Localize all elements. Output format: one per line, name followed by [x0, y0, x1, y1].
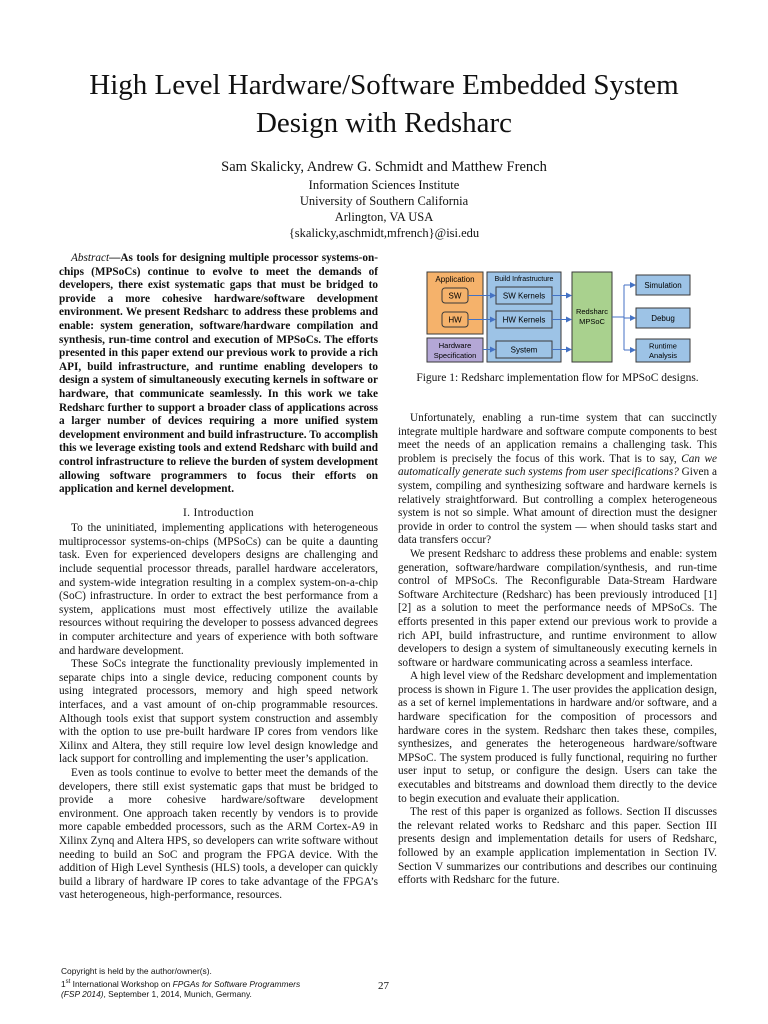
hardware-spec-line-2: Specification [433, 351, 477, 360]
p4-text-pre: Unfortunately, enabling a run-time system that can succinctly integrate multiple hardware and software compute components to best meet the needs of an application remains a challenging task. This problem is precisely the focus of this work. That is to say, [398, 412, 717, 465]
section-heading-introduction: I. Introduction [183, 506, 254, 519]
venue-abbrev: (FSP 2014) [61, 988, 104, 999]
workshop-mid: International Workshop on [70, 978, 173, 989]
intro-paragraph-1: To the uninitiated, implementing applications with heterogeneous multiprocessor systems-on-chips (MPSoCs) can be quite a daunting task. Even for experienced developers designs are challenging and include sequential processor threads, parallel hardware accelerators, and system-wide integration resulting in a complex system-on-a-chip (SoC) infrastructure. In order to extract the best performance from a system, applications must most effectively utilize the available resources without requiring the developer to possess advanced degrees in computer architecture and years of experience with both software and hardware development. [59, 522, 378, 657]
page-number: 27 [378, 980, 389, 992]
figure-1-caption: Figure 1: Redsharc implementation flow for MPSoC designs. [416, 372, 699, 384]
mpsoc-line-2: MPSoC [579, 317, 605, 326]
system-label: System [510, 345, 538, 355]
runtime-line-1: Runtime [649, 341, 677, 351]
build-infrastructure-label: Build Infrastructure [494, 276, 554, 283]
simulation-label: Simulation [644, 281, 682, 290]
copyright-footer [61, 966, 361, 999]
application-label: Application [435, 275, 475, 284]
affiliation-block [40, 177, 728, 241]
workshop-name: FPGAs for Software Programmers [172, 978, 301, 989]
intro-paragraph-4 [398, 412, 717, 548]
runtime-line-2: Analysis [649, 351, 677, 360]
redsharc-flow-diagram [398, 268, 717, 370]
left-column [59, 252, 378, 903]
affiliation-location: Arlington, VA USA [334, 210, 434, 224]
affiliation-university: University of Southern California [299, 194, 469, 208]
abstract [59, 252, 378, 497]
author-list: Sam Skalicky, Andrew G. Schmidt and Matthew French [221, 159, 547, 175]
title-line-2: Design with Redsharc [255, 107, 513, 139]
debug-label: Debug [651, 314, 675, 323]
intro-paragraph-7: The rest of this paper is organized as follows. Section II discusses the relevant related works to Redsharc and this paper. Section III presents design and implementation details for users of Redsharc, followed by an example application implementation in Section IV. Section V summarizes our contributions and describes our continuing efforts with Redsharc for the future. [398, 806, 717, 887]
workshop-ordinal: st [65, 978, 71, 985]
venue-details: , September 1, 2014, Munich, Germany. [103, 988, 252, 999]
affiliation-email: {skalicky,aschmidt,mfrench}@isi.edu [288, 226, 480, 240]
abstract-label: Abstract [71, 252, 110, 264]
workshop-number: 1 [61, 978, 66, 989]
hardware-spec-line-1: Hardware [438, 341, 472, 350]
figure-1-diagram [398, 268, 717, 370]
hw-kernels-label: HW Kernels [502, 315, 546, 325]
abstract-text: —As tools for designing multiple processor systems-on-chips (MPSoCs) continue to evolve to meet the demands of developers, there exist systematic gaps that must be bridged to provide a more cohesive hardware/software development environment. We present Redsharc to address these problems and enable: system generation, software/hardware compilation and synthesis, run-time control and execution of MPSoCs. The efforts presented in this paper extend our previous work to provide a rich API, build infrastructure, and runtime enabling developers to design a system of simultaneously executing kernels in software or hardware, that communicate seamlessly. In this work we take Redsharc further to support a broader class of applications across a larger number of devices requiring a more unified system development environment and build infrastructure. To accomplish this we leverage existing tools and extend Redsharc with build and control infrastructure to relieve the burden of system development allowing software programmers to focus their efforts on application and kernel development. [59, 252, 378, 496]
intro-paragraph-5: We present Redsharc to address these problems and enable: system generation, software/hardware compilation/synthesis, and run-time control of MPSoCs. The Reconfigurable Data-Stream Hardware Software Architecture (Redsharc) has been previously introduced [1][2] as a solution to meet the performance needs of MPSoCs. The efforts presented in this paper extend our previous work to provide a rich API, build infrastructure, and runtime environment to allow developers to design a system of simultaneously executing kernels in software or hardware communicating across a seamless interface. [398, 547, 717, 669]
mpsoc-line-1: Redsharc [575, 307, 609, 316]
intro-paragraph-6: A high level view of the Redsharc development and implementation process is shown in Figure 1. The user provides the application design, as a set of kernel implementations in hardware and/or software, and a hardware specification for the composition of processors and hardware cores in the system. Redsharc then takes these, compiles, synthesizes, and generates the heterogeneous hardware/software MPSoC. The system produced is fully functional, requiring no further user input to setup, or configure the design. Users can take the executables and bitstreams and download them directly to the device to begin execution and evaluate their application. [398, 670, 717, 805]
workshop-line [61, 977, 361, 989]
sw-kernels-label: SW Kernels [502, 291, 546, 301]
intro-paragraph-3: Even as tools continue to evolve to better meet the demands of the developers, there still exist systematic gaps that must be bridged to provide a more cohesive hardware/software development environment. One approach taken recently by vendors is to provide more capable embedded processors, such as the ARM Cortex-A9 in Xilinx Zynq and Altera HPS, so developers can write software without needing to build an SoC and program the FPGA device. With the addition of High Level Synthesis (HLS) tools, a developer can quickly build a library of hardware IP cores to take advantage of the FPGA’s vast heterogeneous, high-performance, resources. [59, 766, 378, 902]
affiliation-institute: Information Sciences Institute [308, 178, 460, 192]
paper-title [40, 66, 728, 142]
p4-question: Can we automatically generate such systems from user specifications? [398, 452, 717, 479]
p4-text-post: Given a system, compiling and synthesizing software and hardware kernels is relatively straightforward. But controlling a complex heterogeneous system is not so simple. What amount of direction must the designer provide in order to control the system — when should tasks start and data transfers occur? [398, 466, 717, 547]
copyright-line: Copyright is held by the author/owner(s). [61, 966, 212, 976]
right-column [398, 412, 717, 888]
title-line-1: High Level Hardware/Software Embedded System [89, 69, 679, 101]
sw-label: SW [448, 291, 462, 301]
hw-label: HW [448, 315, 462, 325]
venue-line [61, 989, 361, 1000]
intro-paragraph-2: These SoCs integrate the functionality previously implemented in separate chips into a single device, reducing component counts by using integrated processors, memory and high speed network interfaces, and a vast amount of on-chip programmable resources. Although tools exist that support system construction and assembly with the option to use pre-built hardware IP cores from vendors like Xilinx and Altera, they still require low level design knowledge and lack support for controlling and implementing the user’s application. [59, 658, 378, 766]
